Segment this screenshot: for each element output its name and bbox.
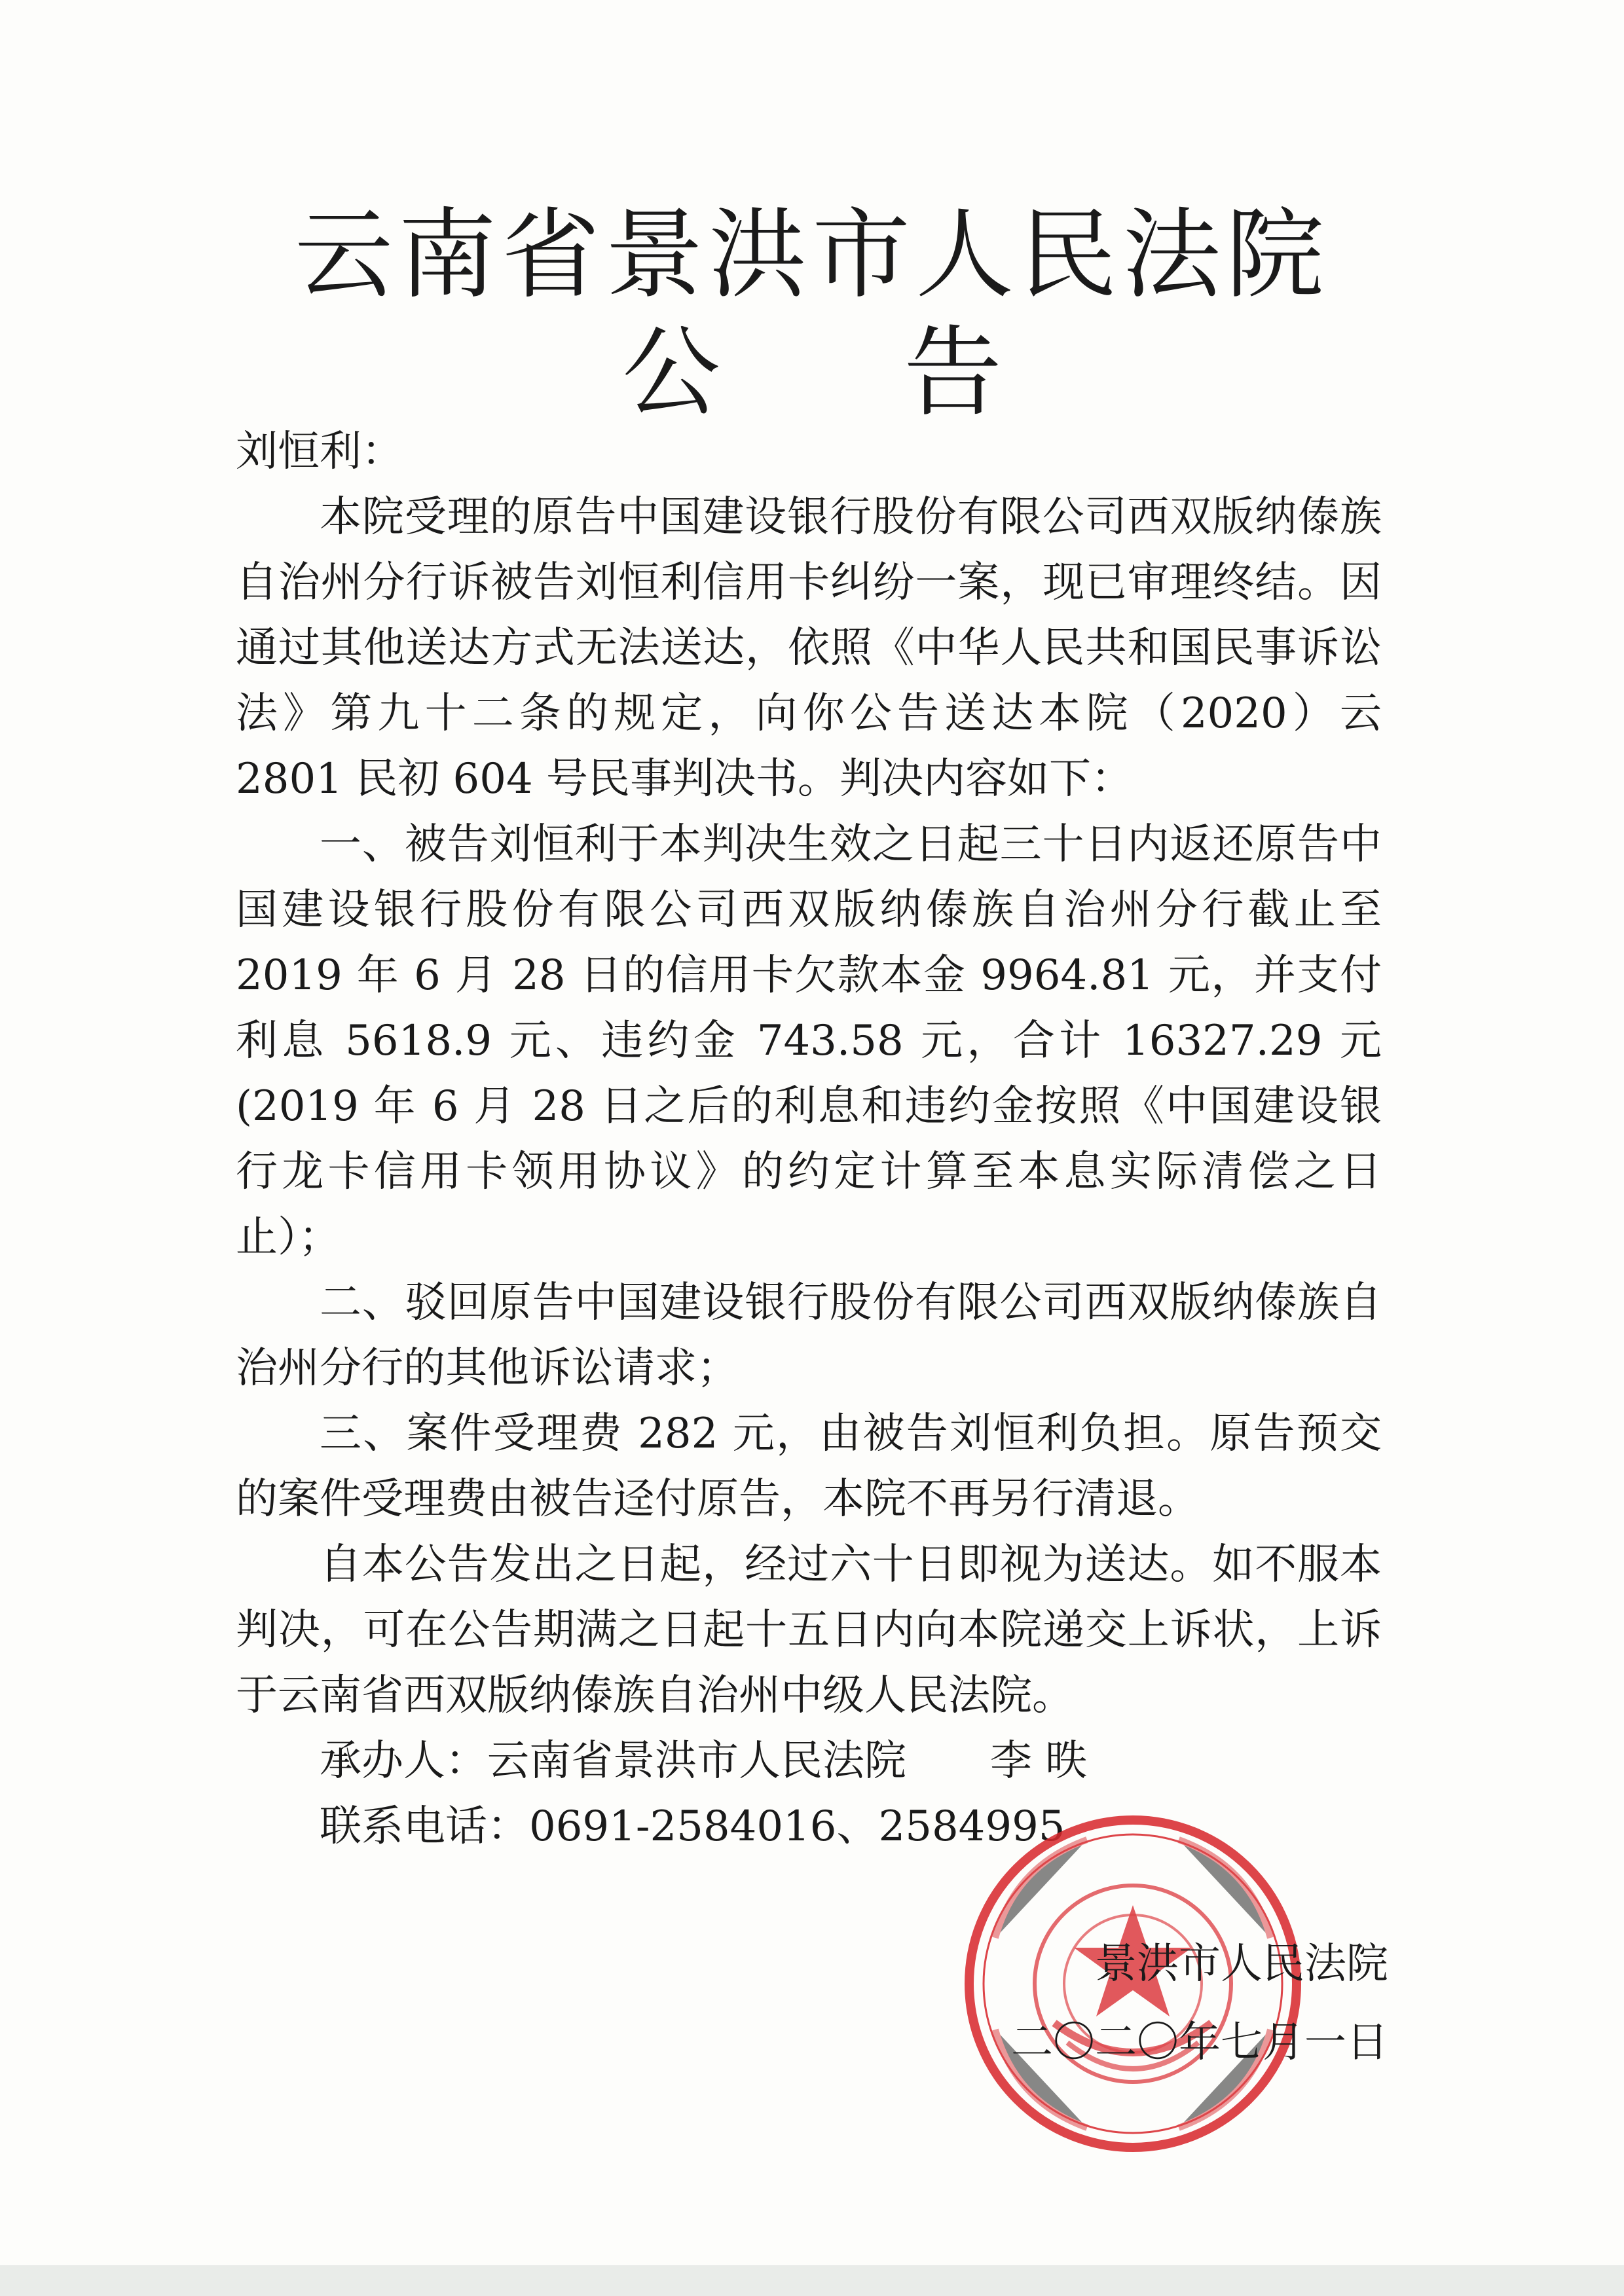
paragraph-service-notice: 自本公告发出之日起，经过六十日即视为送达。如不服本判决，可在公告期满之日起十五日内向本院递交上诉状，上诉于云南省西双版纳傣族自治州中级人民法院。	[236, 1540, 1382, 1720]
paragraph-ruling-3: 三、案件受理费 282 元，由被告刘恒利负担。原告预交的案件受理费由被告迳付原告，本院不再另行清退。	[236, 1410, 1382, 1523]
phone-line: 联系电话：0691-2584016、2584995	[320, 1802, 1065, 1851]
page-bottom-edge	[0, 2265, 1624, 2296]
notice-body	[236, 419, 1382, 1859]
document-type-title: 公告	[621, 316, 1185, 430]
paragraph-intro: 本院受理的原告中国建设银行股份有限公司西双版纳傣族自治州分行诉被告刘恒利信用卡纠纷一案，现已审理终结。因通过其他送达方式无法送达，依照《中华人民共和国民事诉讼法》第九十二条的规定，向你公告送达本院（2020）云 2801 民初 604 号民事判决书。判决内容如下：	[236, 493, 1382, 803]
document-header	[0, 196, 1624, 432]
paragraph-ruling-2: 二、驳回原告中国建设银行股份有限公司西双版纳傣族自治州分行的其他诉讼请求；	[236, 1279, 1382, 1393]
addressee: 刘恒利：	[236, 428, 403, 476]
paragraph-ruling-1: 一、被告刘恒利于本判决生效之日起三十日内返还原告中国建设银行股份有限公司西双版纳傣族自治州分行截止至 2019 年 6 月 28 日的信用卡欠款本金 9964.81 元，并支付利息 5618.9 元、违约金 743.58 元，合计 16327.29 元(2019 年 6 月 28 日之后的利息和违约金按照《中国建设银行龙卡信用卡领用协议》的约定计算至本息实际清偿之日止）；	[236, 820, 1382, 1262]
handler-line: 承办人：云南省景洪市人民法院 李 昳	[320, 1737, 1088, 1785]
signature-date: 二〇二〇年七月一日	[1011, 2018, 1388, 2067]
signature-court: 景洪市人民法院	[1095, 1940, 1388, 1988]
signature-block	[891, 1925, 1388, 2082]
court-name-title: 云南省景洪市人民法院	[294, 198, 1329, 312]
